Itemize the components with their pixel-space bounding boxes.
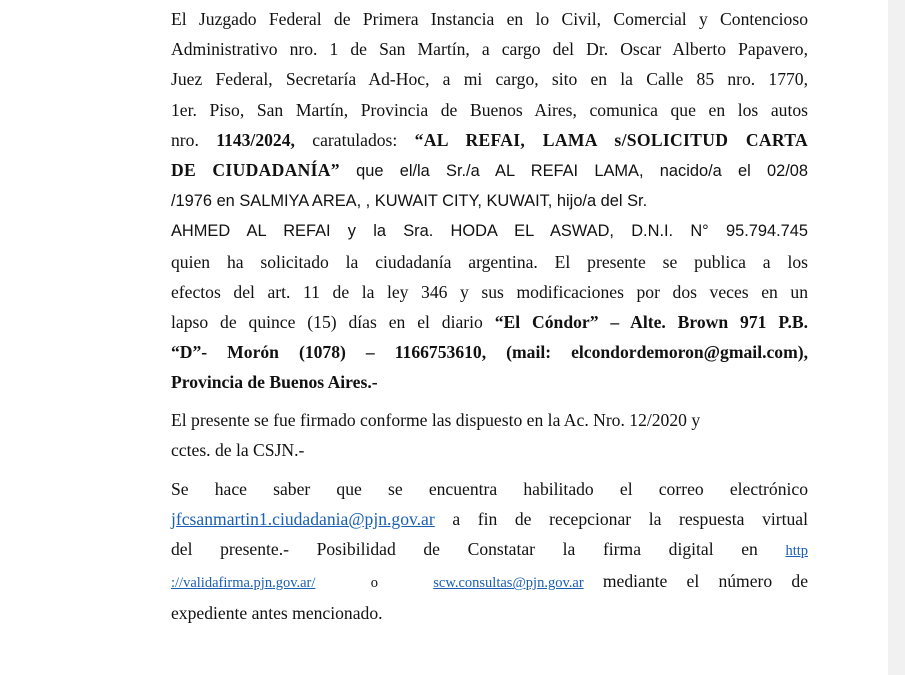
text-line: Se hace saber que se encuentra habilitado el correo electrónico	[171, 478, 808, 499]
text-line: El presente se fue firmado conforme las dispuesto en la Ac. Nro. 12/2020 y	[171, 409, 701, 430]
text-line: AHMED AL REFAI y la Sra. HODA EL ASWAD, D.N.I. N° 95.794.745	[171, 222, 808, 241]
text-line: El Juzgado Federal de Primera Instancia en lo Civil, Comercial y Contencioso	[171, 9, 808, 29]
case-title-continued: DE CIUDADANÍA”	[171, 160, 340, 181]
newspaper-contact: “D”- Morón (1078) – 1166753610, (mail: elcondordemoron@gmail.com),	[171, 342, 808, 363]
consultas-email-link[interactable]: scw.consultas@pjn.gov.ar	[433, 575, 584, 592]
case-title: “AL REFAI, LAMA s/SOLICITUD CARTA	[414, 129, 809, 150]
text-line: 1er. Piso, San Martín, Provincia de Buenos Aires, comunica que en los autos	[171, 99, 808, 120]
validafirma-link[interactable]: ://validafirma.pjn.gov.ar/	[171, 575, 316, 592]
text-line: jfcsanmartin1.ciudadania@pjn.gov.ar a fin de recepcionar la respuesta virtual	[171, 508, 808, 529]
text-line: quien ha solicitado la ciudadanía argentina. El presente se publica a los	[171, 251, 808, 272]
signature-note-paragraph	[171, 405, 808, 465]
document-body	[171, 4, 808, 629]
email-notice-paragraph	[171, 474, 808, 629]
text-line: Administrativo nro. 1 de San Martín, a cargo del Dr. Oscar Alberto Papavero,	[171, 39, 808, 60]
text-line: DE CIUDADANÍA” que el/la Sr./a AL REFAI LAMA, nacido/a el 02/08	[171, 160, 808, 181]
validafirma-link-start[interactable]: http	[785, 543, 808, 560]
text-line: /1976 en SALMIYA AREA, , KUWAIT CITY, KUWAIT, hijo/a del Sr.	[171, 192, 648, 211]
text-line: cctes. de la CSJN.-	[171, 439, 305, 460]
text-line: nro. 1143/2024, caratulados: “AL REFAI, LAMA s/SOLICITUD CARTA	[171, 129, 809, 150]
newspaper-name: “El Cóndor” – Alte. Brown 971 P.B.	[494, 312, 808, 333]
case-number: 1143/2024,	[216, 129, 295, 150]
text-line: del presente.- Posibilidad de Constatar la firma digital en http	[171, 539, 808, 560]
text-line: expediente antes mencionado.	[171, 603, 383, 624]
text-line: efectos del art. 11 de la ley 346 y sus modificaciones por dos veces en un	[171, 281, 808, 302]
text-line: ://validafirma.pjn.gov.ar/ o scw.consultas@pjn.gov.ar mediante el número de	[171, 571, 808, 592]
court-email-link[interactable]: jfcsanmartin1.ciudadania@pjn.gov.ar	[171, 508, 435, 529]
publication-paragraph	[171, 4, 808, 398]
text-line: Juez Federal, Secretaría Ad-Hoc, a mi cargo, sito en la Calle 85 nro. 1770,	[171, 69, 808, 90]
newspaper-province: Provincia de Buenos Aires.-	[171, 372, 378, 393]
text-line: lapso de quince (15) días en el diario “El Cóndor” – Alte. Brown 971 P.B.	[171, 312, 808, 333]
